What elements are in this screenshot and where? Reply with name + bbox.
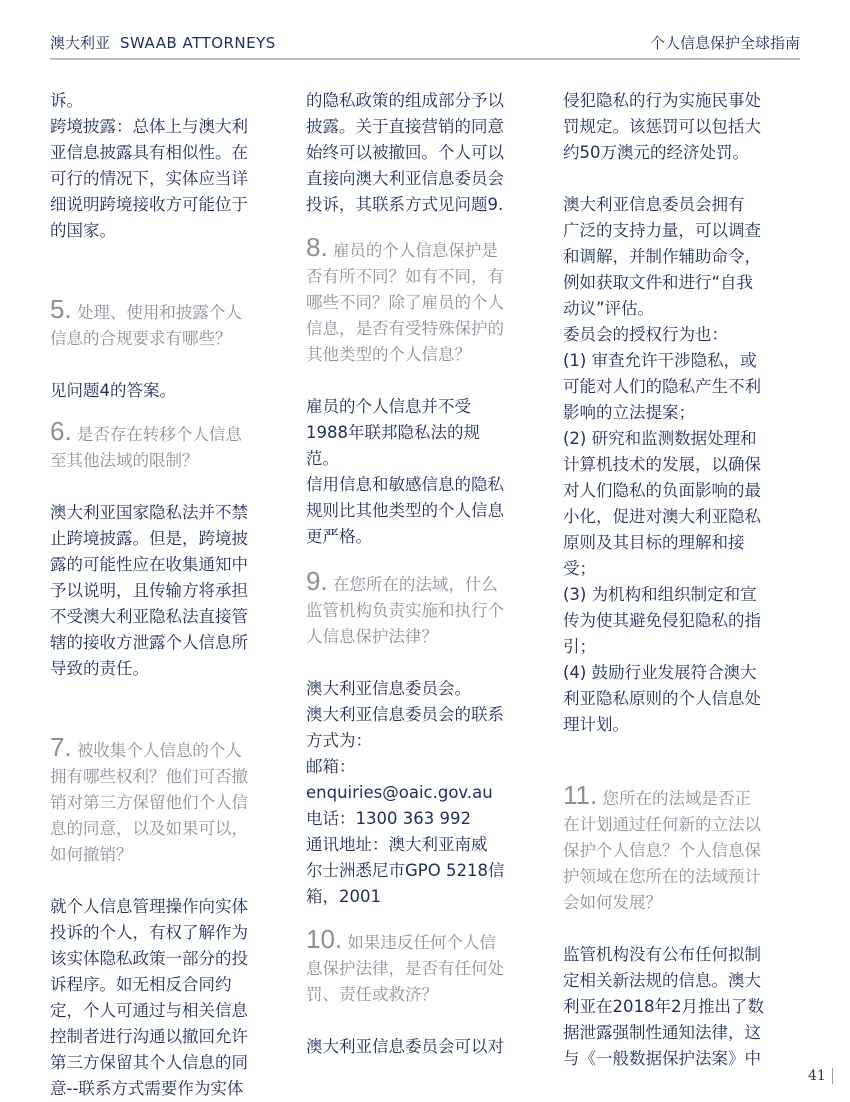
answer-6: 澳大利亚国家隐私法并不禁 止跨境披露。但是，跨境披 露的可能性应在收集通知中 予以说明，且传输方将承担 不受澳大利亚隐私法直接管 辖的接收方泄露个人信息所 导致的责任。 [50,503,248,678]
question-5 [50,296,286,352]
question-6-number: 6. [50,416,72,446]
answer-7: 就个人信息管理操作向实体 投诉的个人，有权了解作为 该实体隐私政策一部分的投 诉程序。如无相反合同约 定，个人可通过与相关信息 控制者进行沟通以撤回允许 第三方保留其个人信息的同 意--联系方式需要作为实体 [50,897,248,1098]
question-7 [50,734,286,868]
question-6-text: 是否存在转移个人信息 至其他法域的限制？ [50,425,242,470]
question-7-text: 被收集个人信息的个人 拥有哪些权利？他们可否撤 销对第三方保留他们个人信 息的同意，以及如果可以， 如何撤销？ [50,741,248,864]
header-guide-title: 个人信息保护全球指南 [649,34,800,52]
col3-commissioner-powers: 澳大利亚信息委员会拥有 广泛的支持力量，可以调查 和调解，并制作辅助命令， 例如获取文件和进行“自我 动议”评估。 委员会的授权行为也： (1) 审查允许干涉隐私，或 可能对人们的隐私产生不利 影响的立法提案； (2) 研究和监测数据处理和 计算机技术的发展，以确保 对人们隐私的负面影响的最 小化，促进对澳大利亚隐私 原则及其目标的理解和接 受； (3) 为机构和组织制定和宣 传为使其避免侵犯隐私的指 引； (4) 鼓励行业发展符合澳大 利亚隐私原则的个人信息处 理计划。 [563,195,761,734]
answer-5: 见问题4的答案。 [50,381,176,400]
column-1 [50,88,286,1102]
question-10-text: 如果违反任何个人信 息保护法律，是否有任何处 罚、责任或救济？ [306,933,504,1004]
answer-10: 澳大利亚信息委员会可以对 [306,1037,504,1056]
question-5-text: 处理、使用和披露个人 信息的合规要求有哪些？ [50,303,242,348]
question-11-number: 11. [563,780,598,810]
answer-9: 澳大利亚信息委员会。 澳大利亚信息委员会的联系 方式为： 邮箱： enquiries@oaic.gov.au 电话：1300 363 992 通讯地址：澳大利亚南威 尔士洲悉尼市GPO 5218信 箱，2001 [306,679,505,906]
header-country: 澳大利亚 [50,34,111,52]
col1-top-paragraph: 诉。 跨境披露：总体上与澳大利 亚信息披露具有相似性。在 可行的情况下，实体应当详 细说明跨境接收方可能位于 的国家。 [50,91,248,240]
question-8-text: 雇员的个人信息保护是 否有所不同？如有不同，有 哪些不同？除了雇员的个人 信息，是否有受特殊保护的 其他类型的个人信息？ [306,241,504,364]
col2-top-paragraph: 的隐私政策的组成部分予以 披露。关于直接营销的同意 始终可以被撤回。个人可以 直接向澳大利亚信息委员会 投诉，其联系方式见问题9. [306,91,504,214]
page-header [50,32,800,60]
question-11 [563,782,799,916]
question-5-number: 5. [50,294,72,324]
header-firm-name: SWAAB ATTORNEYS [120,34,276,52]
question-9 [306,568,542,650]
header-left [50,32,276,53]
question-11-text: 您所在的法域是否正 在计划通过任何新的立法以 保护个人信息？个人信息保 护领域在您所在的法域预计 会如何发展？ [563,789,761,912]
question-10 [306,926,542,1008]
question-6 [50,418,286,474]
col3-top-paragraph: 侵犯隐私的行为实施民事处 罚规定。该惩罚可以包括大 约50万澳元的经济处罚。 [563,91,761,162]
answer-8: 雇员的个人信息并不受 1988年联邦隐私法的规 范。 信用信息和敏感信息的隐私 规则比其他类型的个人信息 更严格。 [306,397,504,546]
page-number: 41 [808,1068,833,1084]
question-9-text: 在您所在的法域，什么 监管机构负责实施和执行个 人信息保护法律？ [306,575,504,646]
column-3 [563,88,799,1072]
question-8-number: 8. [306,232,328,262]
answer-11: 监管机构没有公布任何拟制 定相关新法规的信息。澳大 利亚在2018年2月推出了数 据泄露强制性通知法律，这 与《一般数据保护法案》中 [563,945,764,1068]
question-8 [306,234,542,368]
question-9-number: 9. [306,566,328,596]
question-10-number: 10. [306,924,343,954]
question-7-number: 7. [50,732,72,762]
column-2 [306,88,542,1060]
